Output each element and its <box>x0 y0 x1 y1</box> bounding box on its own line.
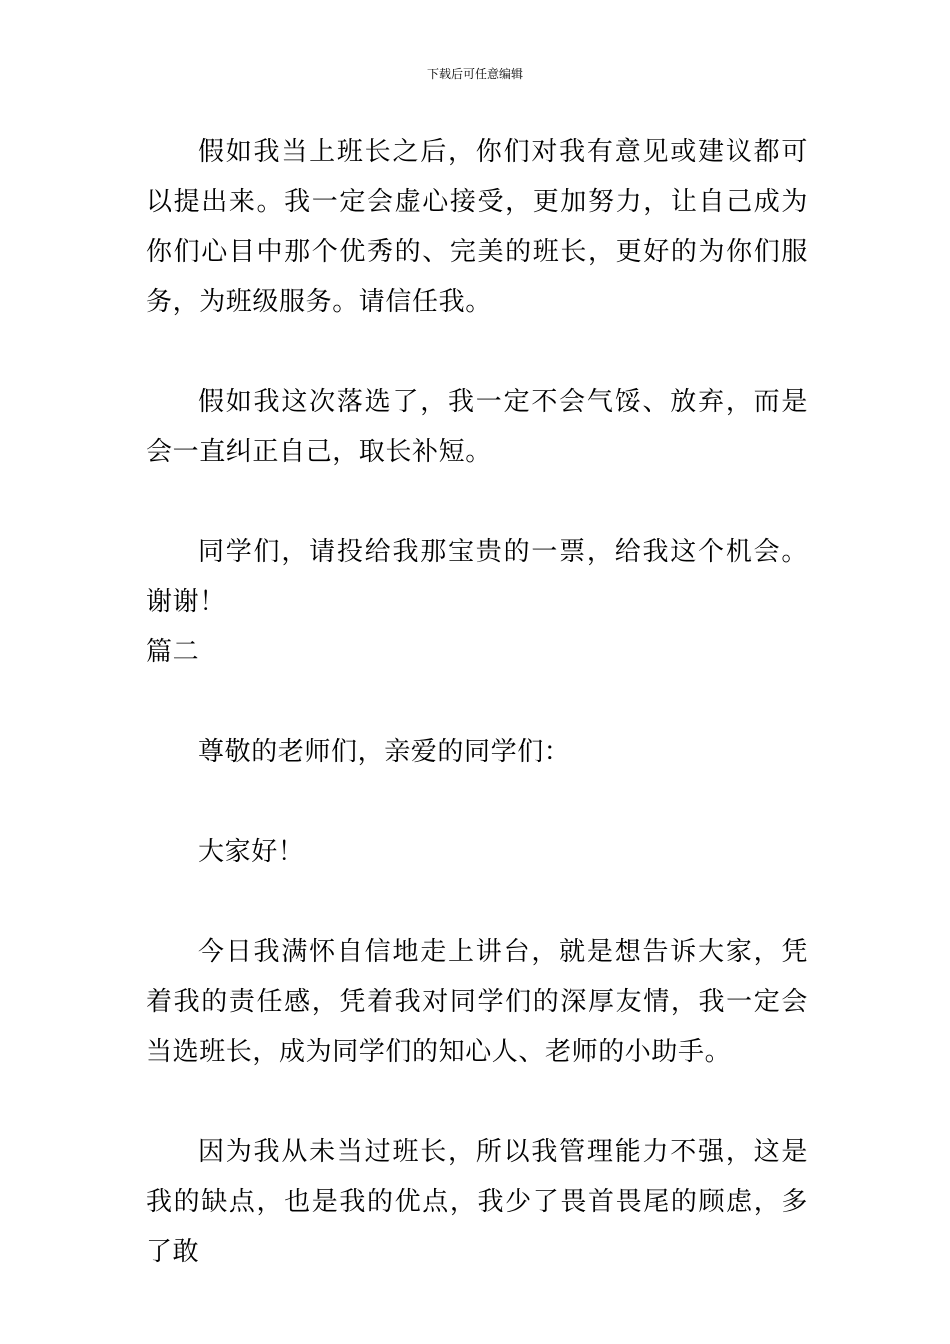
document-body <box>146 127 808 1277</box>
paragraph-if-elected: 假如我当上班长之后，你们对我有意见或建议都可以提出来。我一定会虚心接受，更加努力，让自己成为你们心目中那个优秀的、完美的班长，更好的为你们服务，为班级服务。请信任我。 <box>146 137 808 317</box>
paragraph-gap <box>146 327 808 377</box>
paragraph-gap <box>146 677 808 727</box>
paragraph-confidence: 今日我满怀自信地走上讲台，就是想告诉大家，凭着我的责任感，凭着我对同学们的深厚友情，我一定会当选班长，成为同学们的知心人、老师的小助手。 <box>146 937 808 1067</box>
paragraph-gap <box>146 1077 808 1127</box>
salutation: 尊敬的老师们，亲爱的同学们： <box>198 737 571 767</box>
paragraph-inexperience: 因为我从未当过班长，所以我管理能力不强，这是我的缺点，也是我的优点，我少了畏首畏尾的顾虑，多了敢 <box>146 1137 808 1267</box>
paragraph-vote-request: 同学们，请投给我那宝贵的一票，给我这个机会。谢谢！ <box>146 537 808 617</box>
paragraph-if-not-elected: 假如我这次落选了，我一定不会气馁、放弃，而是会一直纠正自己，取长补短。 <box>146 387 808 467</box>
greeting: 大家好！ <box>198 837 305 867</box>
paragraph-gap <box>146 477 808 527</box>
header-note: 下载后可任意编辑 <box>426 67 523 81</box>
paragraph-gap <box>146 777 808 827</box>
section-heading: 篇二 <box>146 637 200 667</box>
paragraph-gap <box>146 877 808 927</box>
